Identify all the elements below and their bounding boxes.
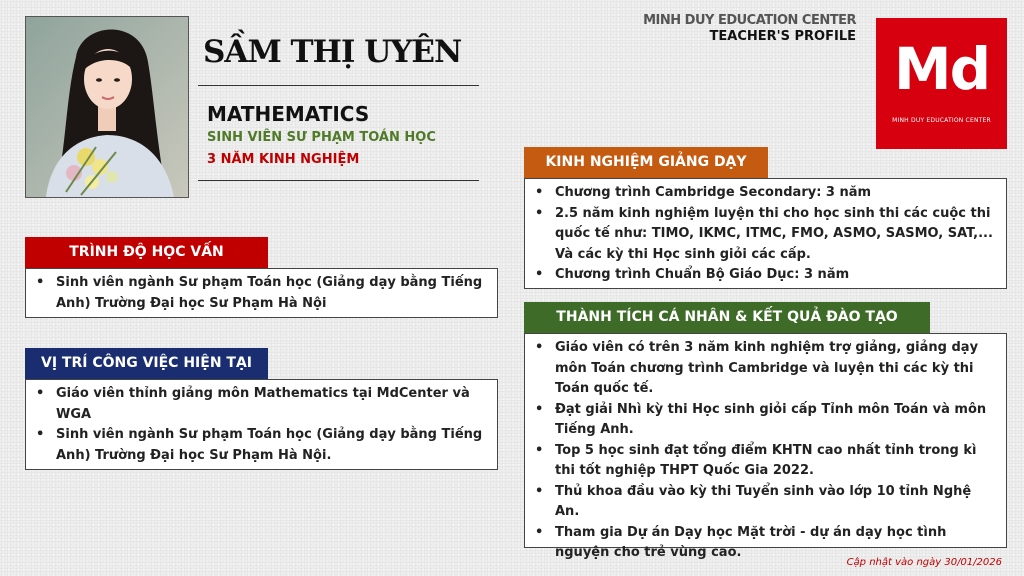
teacher-qualification: SINH VIÊN SƯ PHẠM TOÁN HỌC (207, 130, 436, 145)
teacher-photo (25, 16, 189, 198)
list-item: • Chương trình Chuẩn Bộ Giáo Dục: 3 năm (533, 265, 998, 286)
teaching-experience-header: KINH NGHIỆM GIẢNG DẠY (524, 147, 768, 178)
achievements-box (524, 333, 1007, 560)
teacher-experience: 3 NĂM KINH NGHIỆM (207, 152, 360, 167)
list-item: • Giáo viên có trên 3 năm kinh nghiệm trợ giảng, giảng dạy môn Toán chương trình Cambridge và luyện thi các kỳ thi Toán quốc tế. (533, 338, 998, 400)
logo-subtext: MINH DUY EDUCATION CENTER (892, 117, 991, 124)
subject-divider (198, 180, 479, 181)
teaching-experience-list (533, 183, 998, 286)
education-list (34, 273, 489, 314)
teacher-name: SẦM THỊ UYÊN (203, 34, 462, 70)
list-item: • Chương trình Cambridge Secondary: 3 năm (533, 183, 998, 204)
achievements-list (533, 338, 998, 564)
logo-mark: Md (893, 35, 990, 103)
list-item: • Top 5 học sinh đạt tổng điểm KHTN cao nhất tỉnh trong kì thi tốt nghiệp THPT Quốc Gia 2022. (533, 441, 998, 482)
center-name: MINH DUY EDUCATION CENTER (643, 13, 856, 28)
list-item: • Tham gia Dự án Dạy học Mặt trời - dự án dạy học tình nguyện cho trẻ vùng cao. (533, 523, 998, 564)
list-item: • Sinh viên ngành Sư phạm Toán học (Giảng dạy bằng Tiếng Anh) Trường Đại học Sư Phạm Hà Nội. (34, 425, 489, 466)
teacher-photo-illustration (26, 17, 188, 197)
list-item: • 2.5 năm kinh nghiệm luyện thi cho học sinh thi các cuộc thi quốc tế như: TIMO, IKMC, ITMC, FMO, ASMO, SASMO, SAT,... Và các kỳ thi Học sinh giỏi các cấp. (533, 204, 998, 266)
education-header: TRÌNH ĐỘ HỌC VẤN (25, 237, 268, 268)
list-item: • Sinh viên ngành Sư phạm Toán học (Giảng dạy bằng Tiếng Anh) Trường Đại học Sư Phạm Hà Nội (34, 273, 489, 314)
current-position-box (25, 379, 498, 470)
center-logo (876, 18, 1007, 149)
profile-label: TEACHER'S PROFILE (709, 29, 856, 44)
current-position-header: VỊ TRÍ CÔNG VIỆC HIỆN TẠI (25, 348, 268, 379)
achievements-header: THÀNH TÍCH CÁ NHÂN & KẾT QUẢ ĐÀO TẠO (524, 302, 930, 333)
teaching-experience-box (524, 178, 1007, 289)
last-updated-note: Cập nhật vào ngày 30/01/2026 (846, 557, 1002, 568)
list-item: • Giáo viên thỉnh giảng môn Mathematics tại MdCenter và WGA (34, 384, 489, 425)
name-divider (198, 85, 479, 86)
education-box (25, 268, 498, 318)
list-item: • Thủ khoa đầu vào kỳ thi Tuyển sinh vào lớp 10 tỉnh Nghệ An. (533, 482, 998, 523)
list-item: • Đạt giải Nhì kỳ thi Học sinh giỏi cấp Tỉnh môn Toán và môn Tiếng Anh. (533, 400, 998, 441)
teacher-subject: MATHEMATICS (207, 102, 370, 126)
current-position-list (34, 384, 489, 466)
